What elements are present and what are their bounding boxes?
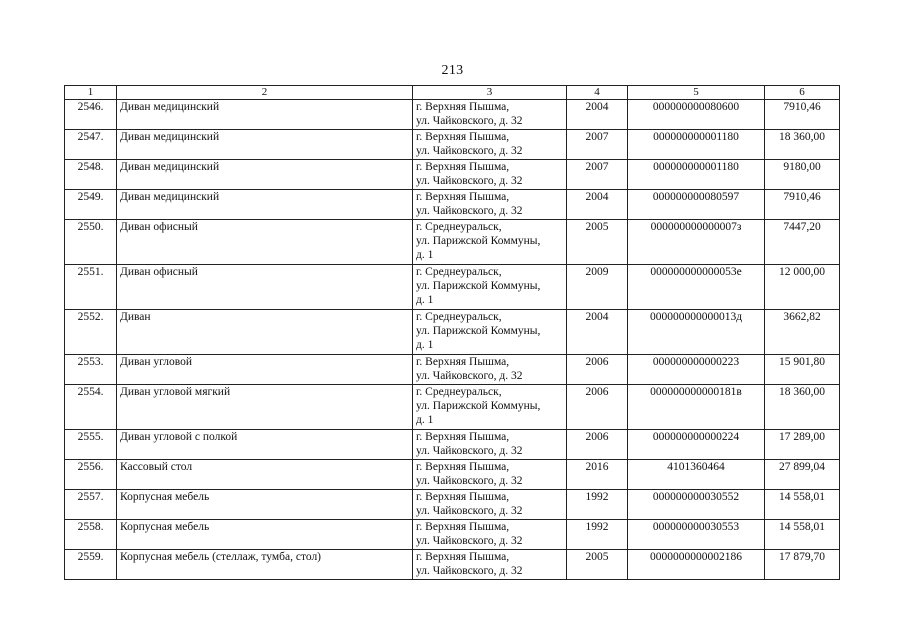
item-address: [413, 355, 567, 385]
page-number: 213: [441, 63, 464, 78]
address-line: г. Среднеуральск,: [416, 311, 502, 323]
address-line: г. Верхняя Пышма,: [416, 101, 510, 113]
item-name: Диван офисный: [117, 220, 413, 265]
address-line: г. Верхняя Пышма,: [416, 491, 510, 503]
column-header: 6: [765, 86, 840, 100]
address-line: г. Среднеуральск,: [416, 266, 502, 278]
table-row: [65, 355, 840, 385]
item-name: Диван: [117, 310, 413, 355]
address-line: ул. Парижской Коммуны,: [416, 235, 541, 247]
item-amount: 17 879,70: [765, 550, 840, 580]
row-number: 2553.: [65, 355, 117, 385]
item-address: [413, 520, 567, 550]
table-row: [65, 310, 840, 355]
item-amount: 18 360,00: [765, 385, 840, 430]
item-address: [413, 220, 567, 265]
row-number: 2554.: [65, 385, 117, 430]
item-year: 2007: [567, 130, 628, 160]
column-header: 5: [628, 86, 765, 100]
address-line: ул. Чайковского, д. 32: [416, 175, 523, 187]
address-line: ул. Чайковского, д. 32: [416, 145, 523, 157]
address-line: д. 1: [416, 294, 434, 306]
table-body: [65, 100, 840, 580]
item-address: [413, 100, 567, 130]
address-line: г. Верхняя Пышма,: [416, 131, 510, 143]
item-year: 2004: [567, 310, 628, 355]
item-amount: 18 360,00: [765, 130, 840, 160]
inventory-number: 4101360464: [628, 460, 765, 490]
address-line: ул. Чайковского, д. 32: [416, 535, 523, 547]
item-amount: 3662,82: [765, 310, 840, 355]
item-year: 2007: [567, 160, 628, 190]
item-amount: 27 899,04: [765, 460, 840, 490]
item-amount: 12 000,00: [765, 265, 840, 310]
item-year: 2016: [567, 460, 628, 490]
item-year: 2006: [567, 385, 628, 430]
address-line: ул. Чайковского, д. 32: [416, 505, 523, 517]
item-amount: 9180,00: [765, 160, 840, 190]
address-line: г. Верхняя Пышма,: [416, 551, 510, 563]
item-address: [413, 430, 567, 460]
inventory-number: 000000000000007з: [628, 220, 765, 265]
inventory-number: 000000000000223: [628, 355, 765, 385]
row-number: 2557.: [65, 490, 117, 520]
item-name: Кассовый стол: [117, 460, 413, 490]
table-row: [65, 385, 840, 430]
address-line: ул. Парижской Коммуны,: [416, 325, 541, 337]
item-address: [413, 310, 567, 355]
item-amount: 14 558,01: [765, 520, 840, 550]
item-address: [413, 130, 567, 160]
row-number: 2550.: [65, 220, 117, 265]
table-row: [65, 520, 840, 550]
address-line: ул. Парижской Коммуны,: [416, 400, 541, 412]
item-amount: 7447,20: [765, 220, 840, 265]
row-number: 2551.: [65, 265, 117, 310]
table-row: [65, 130, 840, 160]
table-row: [65, 190, 840, 220]
item-amount: 15 901,80: [765, 355, 840, 385]
row-number: 2555.: [65, 430, 117, 460]
item-address: [413, 190, 567, 220]
column-header: 2: [117, 86, 413, 100]
property-registry-table: [64, 85, 840, 580]
row-number: 2552.: [65, 310, 117, 355]
row-number: 2559.: [65, 550, 117, 580]
item-year: 2005: [567, 220, 628, 265]
address-line: ул. Чайковского, д. 32: [416, 565, 523, 577]
row-number: 2549.: [65, 190, 117, 220]
item-name: Диван медицинский: [117, 100, 413, 130]
item-name: Диван угловой мягкий: [117, 385, 413, 430]
address-line: ул. Чайковского, д. 32: [416, 445, 523, 457]
address-line: г. Верхняя Пышма,: [416, 356, 510, 368]
item-year: 2004: [567, 100, 628, 130]
column-number-row: [65, 86, 840, 100]
item-address: [413, 460, 567, 490]
table-row: [65, 160, 840, 190]
column-header: 4: [567, 86, 628, 100]
row-number: 2546.: [65, 100, 117, 130]
address-line: г. Верхняя Пышма,: [416, 191, 510, 203]
item-year: 1992: [567, 520, 628, 550]
address-line: ул. Чайковского, д. 32: [416, 475, 523, 487]
item-name: Диван офисный: [117, 265, 413, 310]
item-address: [413, 265, 567, 310]
item-year: 1992: [567, 490, 628, 520]
inventory-number: 000000000000181в: [628, 385, 765, 430]
inventory-number: 0000000000002186: [628, 550, 765, 580]
inventory-number: 000000000030553: [628, 520, 765, 550]
item-name: Диван угловой: [117, 355, 413, 385]
item-name: Корпусная мебель: [117, 490, 413, 520]
address-line: д. 1: [416, 249, 434, 261]
address-line: ул. Парижской Коммуны,: [416, 280, 541, 292]
column-header: 3: [413, 86, 567, 100]
item-name: Диван медицинский: [117, 130, 413, 160]
address-line: г. Верхняя Пышма,: [416, 461, 510, 473]
item-address: [413, 160, 567, 190]
table-row: [65, 220, 840, 265]
inventory-number: 000000000001180: [628, 130, 765, 160]
table-row: [65, 550, 840, 580]
table-row: [65, 430, 840, 460]
address-line: ул. Чайковского, д. 32: [416, 115, 523, 127]
item-amount: 14 558,01: [765, 490, 840, 520]
item-amount: 7910,46: [765, 100, 840, 130]
address-line: д. 1: [416, 339, 434, 351]
item-year: 2009: [567, 265, 628, 310]
item-name: Корпусная мебель: [117, 520, 413, 550]
inventory-number: 000000000000013д: [628, 310, 765, 355]
inventory-number: 000000000000053е: [628, 265, 765, 310]
item-address: [413, 550, 567, 580]
item-year: 2005: [567, 550, 628, 580]
address-line: д. 1: [416, 414, 434, 426]
table-row: [65, 100, 840, 130]
table-row: [65, 265, 840, 310]
item-amount: 17 289,00: [765, 430, 840, 460]
inventory-number: 000000000000224: [628, 430, 765, 460]
item-name: Корпусная мебель (стеллаж, тумба, стол): [117, 550, 413, 580]
row-number: 2547.: [65, 130, 117, 160]
address-line: г. Верхняя Пышма,: [416, 521, 510, 533]
inventory-number: 000000000080600: [628, 100, 765, 130]
item-year: 2006: [567, 430, 628, 460]
item-address: [413, 385, 567, 430]
address-line: г. Верхняя Пышма,: [416, 431, 510, 443]
column-header: 1: [65, 86, 117, 100]
address-line: г. Среднеуральск,: [416, 386, 502, 398]
address-line: г. Среднеуральск,: [416, 221, 502, 233]
row-number: 2558.: [65, 520, 117, 550]
inventory-number: 000000000030552: [628, 490, 765, 520]
row-number: 2548.: [65, 160, 117, 190]
table-row: [65, 460, 840, 490]
table-row: [65, 490, 840, 520]
address-line: ул. Чайковского, д. 32: [416, 370, 523, 382]
inventory-number: 000000000080597: [628, 190, 765, 220]
address-line: г. Верхняя Пышма,: [416, 161, 510, 173]
item-name: Диван медицинский: [117, 160, 413, 190]
item-year: 2004: [567, 190, 628, 220]
item-name: Диван угловой с полкой: [117, 430, 413, 460]
item-amount: 7910,46: [765, 190, 840, 220]
item-name: Диван медицинский: [117, 190, 413, 220]
inventory-number: 000000000001180: [628, 160, 765, 190]
row-number: 2556.: [65, 460, 117, 490]
address-line: ул. Чайковского, д. 32: [416, 205, 523, 217]
item-address: [413, 490, 567, 520]
item-year: 2006: [567, 355, 628, 385]
